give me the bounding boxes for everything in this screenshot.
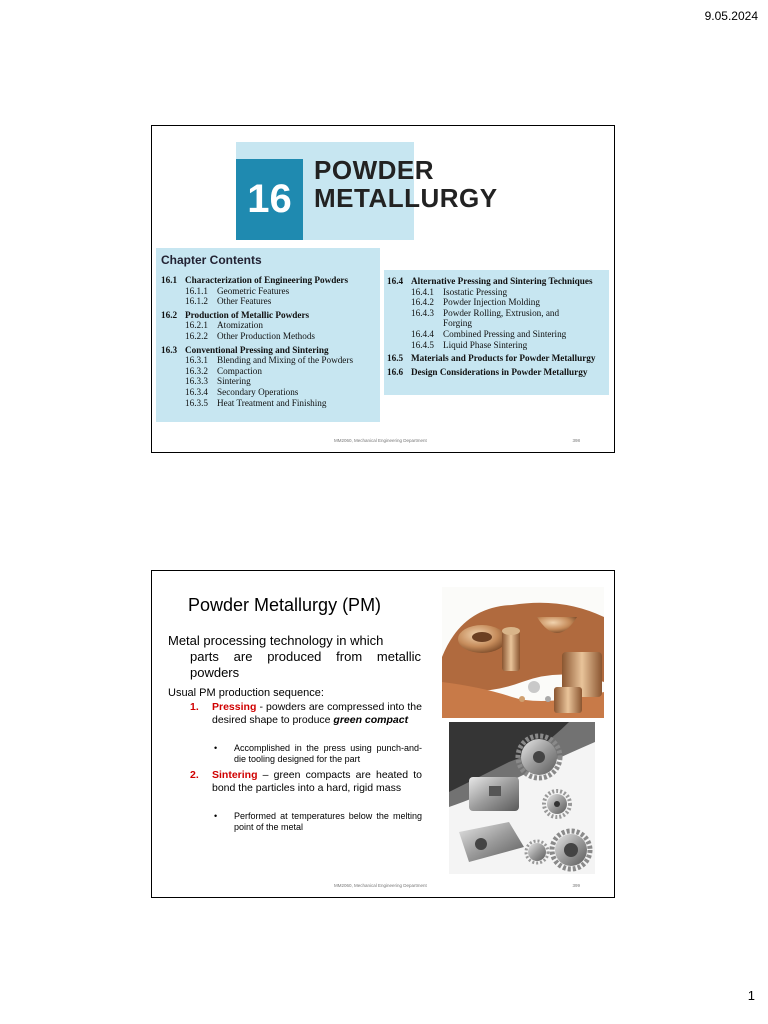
- toc-subsection: 16.1.1 Geometric Features: [185, 285, 290, 296]
- toc-subsection-continued: Forging: [443, 318, 472, 329]
- toc-subsection: 16.3.1 Blending and Mixing of the Powders: [185, 355, 354, 366]
- slide-chapter-contents: [151, 125, 615, 453]
- toc-subsection: 16.4.4 Combined Pressing and Sintering: [411, 328, 567, 339]
- toc-subsection: 16.4.2 Powder Injection Molding: [411, 297, 540, 308]
- sequence-label: Usual PM production sequence:: [168, 687, 324, 699]
- gears-image: [449, 722, 595, 874]
- slide-footer: MM2060, Mechanical Engineering Department: [334, 883, 427, 888]
- gears-photo: [449, 722, 595, 874]
- page-number: 1: [747, 988, 755, 1003]
- contents-heading: Chapter Contents: [161, 253, 262, 267]
- slide-number: 399: [572, 883, 580, 888]
- bullet-press: • Accomplished in the press using punch-and-die tooling designed for the part: [214, 743, 422, 764]
- toc-subsection: 16.2.1 Atomization: [185, 320, 263, 331]
- toc-subsection: 16.3.2 Compaction: [185, 365, 262, 376]
- bullet-temperature: • Performed at temperatures below the melting point of the metal: [214, 811, 422, 832]
- bushings-image: [442, 587, 604, 718]
- toc-subsection: 16.3.3 Sintering: [185, 376, 251, 387]
- step-sintering: 2. Sintering – green compacts are heated to bond the particles into a hard, rigid mass: [190, 769, 422, 794]
- toc-section: 16.4 Alternative Pressing and Sintering Techniques: [387, 276, 593, 286]
- print-date: 9.05.2024: [704, 9, 758, 23]
- toc-section: 16.1 Characterization of Engineering Powders: [161, 275, 349, 285]
- slide-title: Powder Metallurgy (PM): [188, 595, 382, 615]
- toc-section: 16.5 Materials and Products for Powder Metallurgy: [387, 353, 596, 364]
- step-number: 1.: [190, 701, 199, 713]
- toc-subsection: 16.3.5 Heat Treatment and Finishing: [185, 397, 327, 408]
- slide-footer: MM2060, Mechanical Engineering Department: [334, 438, 427, 443]
- slide-number: 398: [572, 438, 580, 443]
- bushings-photo: [442, 587, 604, 718]
- toc-section: 16.6 Design Considerations in Powder Metallurgy: [387, 366, 588, 377]
- toc-subsection: 16.4.3 Powder Rolling, Extrusion, and: [411, 307, 560, 318]
- toc-subsection: 16.1.2 Other Features: [185, 296, 272, 307]
- slide-powder-metallurgy: [151, 570, 615, 898]
- toc-right: [387, 276, 609, 377]
- chapter-number: 16: [236, 159, 303, 240]
- term-sintering: Sintering: [212, 769, 258, 781]
- toc-subsection: 16.4.1 Isostatic Pressing: [411, 286, 508, 297]
- toc-section: 16.2 Production of Metallic Powders: [161, 309, 310, 320]
- toc-section: 16.3 Conventional Pressing and Sintering: [161, 344, 329, 355]
- step-pressing: 1. Pressing - powders are compressed into the desired shape to produce green compact: [190, 701, 422, 726]
- term-pressing: Pressing: [212, 701, 257, 713]
- toc-left: [161, 275, 381, 408]
- toc-subsection: 16.4.5 Liquid Phase Sintering: [411, 339, 528, 350]
- toc-subsection: 16.3.4 Secondary Operations: [185, 386, 299, 397]
- step-number: 2.: [190, 769, 199, 781]
- term-green-compact: green compact: [333, 713, 409, 726]
- lead-text: Metal processing technology in which parts are produced from metallic powders: [168, 633, 421, 680]
- bullet-dot: •: [214, 811, 218, 821]
- chapter-title: POWDER METALLURGY: [314, 155, 498, 213]
- toc-subsection: 16.2.2 Other Production Methods: [185, 330, 315, 341]
- bullet-dot: •: [214, 743, 218, 753]
